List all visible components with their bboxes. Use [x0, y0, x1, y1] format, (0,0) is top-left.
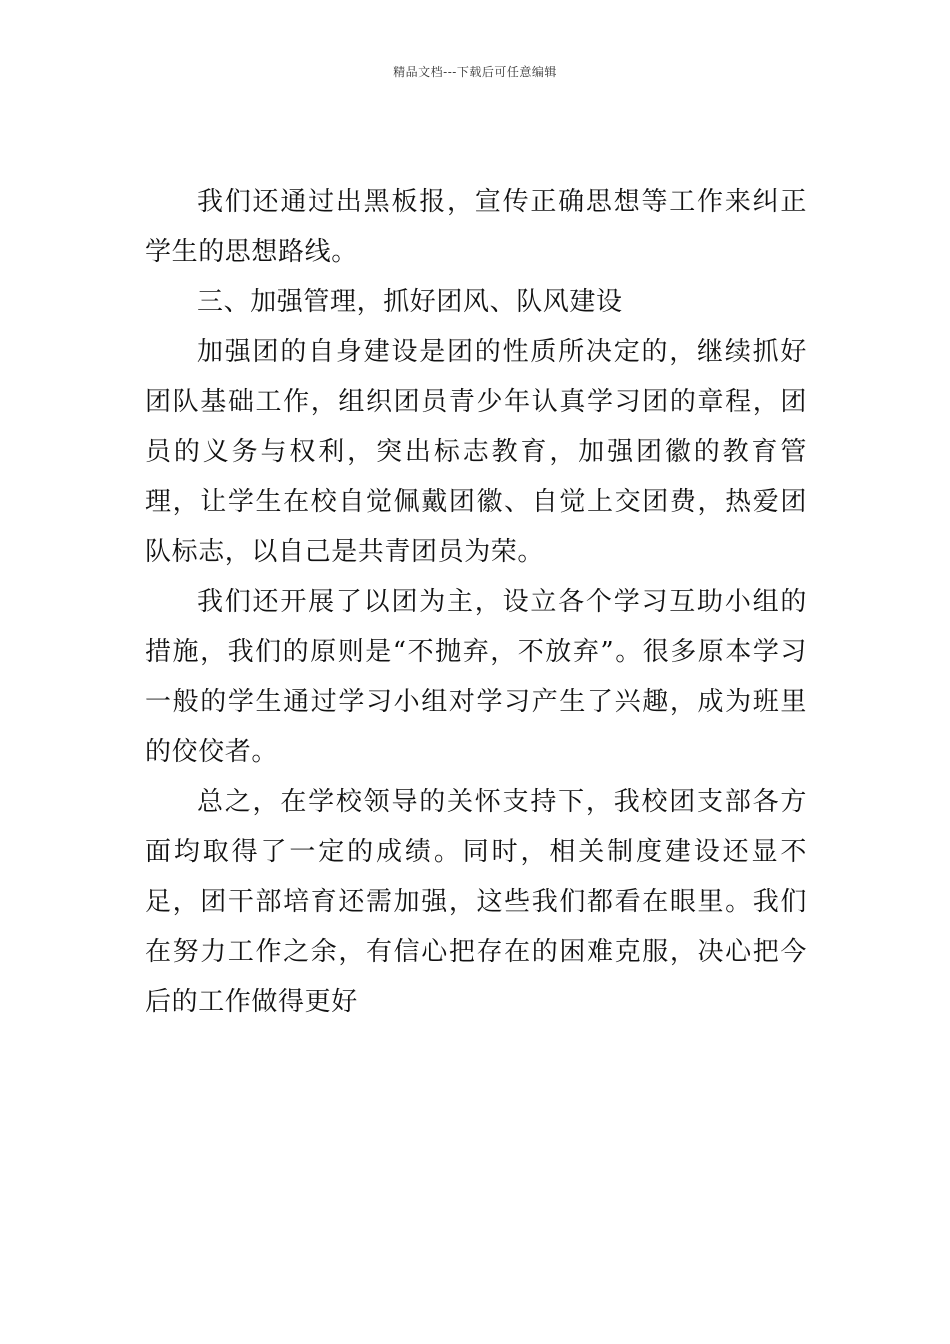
- paragraph-summary: 总之，在学校领导的关怀支持下，我校团支部各方面均取得了一定的成绩。同时，相关制度建设还显不足，团干部培育还需加强，这些我们都看在眼里。我们在努力工作之余，有信心把存在的困难克服，决心把今后的工作做得更好: [145, 787, 807, 1017]
- page-header: 精品文档---下载后可任意编辑: [393, 65, 557, 79]
- paragraph-study-groups: 我们还开展了以团为主，设立各个学习互助小组的措施，我们的原则是“不抛弃，不放弃”。很多原本学习一般的学生通过学习小组对学习产生了兴趣，成为班里的佼佼者。: [145, 587, 807, 767]
- paragraph-blackboard: 我们还通过出黑板报，宣传正确思想等工作来纠正学生的思想路线。: [145, 187, 807, 267]
- section-heading-management: 三、加强管理，抓好团风、队风建设: [197, 287, 623, 317]
- paragraph-self-building: 加强团的自身建设是团的性质所决定的，继续抓好团队基础工作，组织团员青少年认真学习团的章程，团员的义务与权利，突出标志教育，加强团徽的教育管理，让学生在校自觉佩戴团徽、自觉上交团费，热爱团队标志，以自己是共青团员为荣。: [145, 337, 807, 567]
- document-body: [145, 177, 807, 1027]
